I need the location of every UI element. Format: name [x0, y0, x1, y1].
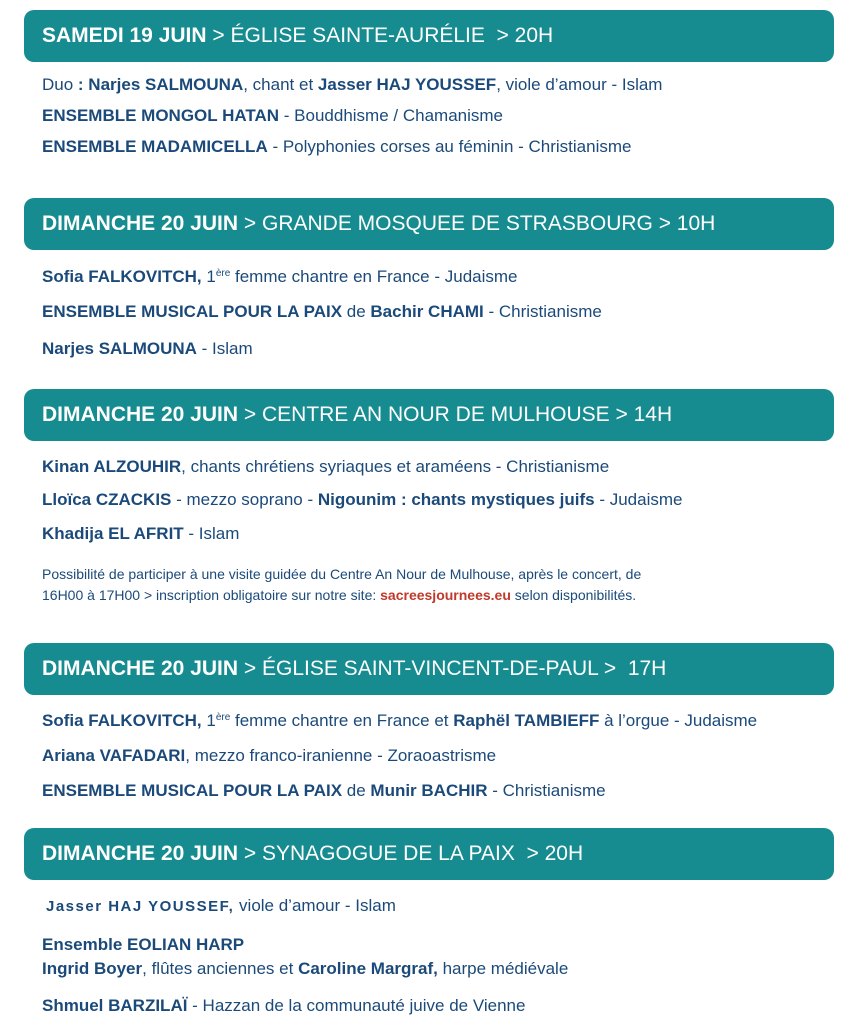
- performer-line: Ariana VAFADARI, mezzo franco-iranienne - Zoraoastrisme: [42, 746, 497, 765]
- event-day: DIMANCHE 20 JUIN: [42, 657, 239, 680]
- performer-line: ENSEMBLE MONGOL HATAN - Bouddhisme / Chamanisme: [42, 106, 503, 125]
- performer-line: ENSEMBLE MUSICAL POUR LA PAIX de Bachir CHAMI - Christianisme: [42, 302, 602, 321]
- performer-line: ENSEMBLE MUSICAL POUR LA PAIX de Munir BACHIR - Christianisme: [42, 781, 606, 800]
- performer-line: Sofia FALKOVITCH, 1ère femme chantre en France et Raphël TAMBIEFF à l’orgue - Judaisme: [42, 711, 758, 730]
- event-place: > ÉGLISE SAINT-VINCENT-DE-PAUL > 17H: [238, 657, 667, 680]
- event-banner-2: [24, 198, 834, 250]
- event-day: DIMANCHE 20 JUIN: [42, 403, 239, 426]
- event-banner-5: [24, 828, 834, 880]
- event-banner-3: [24, 389, 834, 441]
- event-place: > ÉGLISE SAINTE-AURÉLIE > 20H: [206, 24, 554, 47]
- website-link[interactable]: sacreesjournees.eu: [380, 587, 511, 603]
- event-day: DIMANCHE 20 JUIN: [42, 212, 239, 235]
- performer-line: ENSEMBLE MADAMICELLA - Polyphonies corses au féminin - Christianisme: [42, 137, 632, 156]
- visit-note: Possibilité de participer à une visite guidée du Centre An Nour de Mulhouse, après le concert, de 16H00 à 17H00 > inscription obligatoire sur notre site: sacreesjournees.eu selon disponibilités.: [42, 566, 642, 603]
- event-place: > SYNAGOGUE DE LA PAIX > 20H: [238, 842, 584, 865]
- event-day: SAMEDI 19 JUIN: [42, 24, 207, 47]
- performer-line: Narjes SALMOUNA - Islam: [42, 339, 253, 358]
- event-banner-1: [24, 10, 834, 62]
- performer-line: Duo : Narjes SALMOUNA, chant et Jasser HAJ YOUSSEF, viole d’amour - Islam: [42, 75, 663, 94]
- performer-line: Khadija EL AFRIT - Islam: [42, 524, 240, 543]
- event-day: DIMANCHE 20 JUIN: [42, 842, 239, 865]
- performer-line: Ingrid Boyer, flûtes anciennes et Caroline Margraf, harpe médiévale: [42, 959, 569, 978]
- event-banner-4: [24, 643, 834, 695]
- performer-line: Kinan ALZOUHIR, chants chrétiens syriaques et araméens - Christianisme: [42, 457, 610, 476]
- event-place: > CENTRE AN NOUR DE MULHOUSE > 14H: [238, 403, 673, 426]
- performer-line: Jasser HAJ YOUSSEF, viole d’amour - Islam: [46, 896, 396, 915]
- performer-line: Sofia FALKOVITCH, 1ère femme chantre en France - Judaisme: [42, 267, 518, 286]
- event-place: > GRANDE MOSQUEE DE STRASBOURG > 10H: [238, 212, 716, 235]
- performer-line: Lloïca CZACKIS - mezzo soprano - Nigounim : chants mystiques juifs - Judaisme: [42, 490, 683, 509]
- performer-line: Shmuel BARZILAÏ - Hazzan de la communauté juive de Vienne: [42, 996, 526, 1015]
- performer-line: Ensemble EOLIAN HARP: [42, 935, 245, 954]
